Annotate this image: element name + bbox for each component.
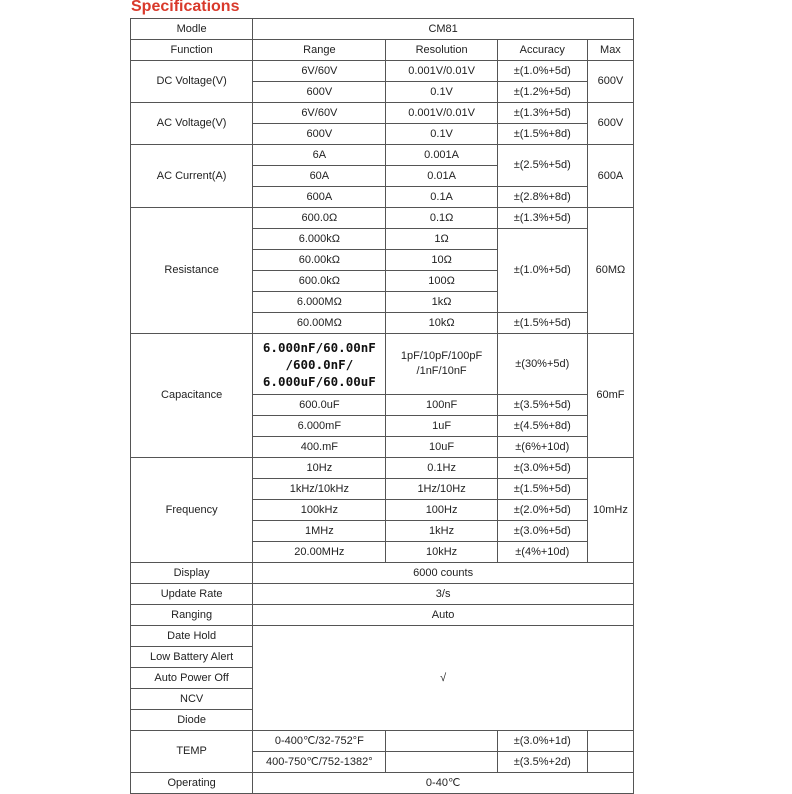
resolution-cell: 0.01A (386, 166, 497, 187)
resolution-cell: 0.001A (386, 145, 497, 166)
range-cell: 600.0uF (253, 395, 386, 416)
function-ac-voltage: AC Voltage(V) (131, 103, 253, 145)
max-cell: 60MΩ (587, 208, 633, 334)
resolution-cell (386, 731, 497, 752)
range-cell: 6.000mF (253, 416, 386, 437)
operating-label: Operating (131, 773, 253, 794)
accuracy-cell: ±(2.8%+8d) (497, 187, 587, 208)
resolution-cell (386, 752, 497, 773)
table-row (131, 334, 634, 395)
resolution-cell: 0.1V (386, 124, 497, 145)
resolution-cell: 10kΩ (386, 313, 497, 334)
range-cell: 600.0kΩ (253, 271, 386, 292)
table-row (131, 61, 634, 82)
accuracy-cell: ±(1.2%+5d) (497, 82, 587, 103)
feature-label: Auto Power Off (131, 668, 253, 689)
resolution-cell: 10uF (386, 437, 497, 458)
resolution-cell: 0.1Ω (386, 208, 497, 229)
resolution-cell: 0.1A (386, 187, 497, 208)
range-cell: 6.000kΩ (253, 229, 386, 250)
accuracy-cell: ±(3.0%+1d) (497, 731, 587, 752)
table-row (131, 40, 634, 61)
max-cell: 600V (587, 61, 633, 103)
feature-label: Low Battery Alert (131, 647, 253, 668)
max-cell: 600V (587, 103, 633, 145)
max-cell (587, 752, 633, 773)
accuracy-cell: ±(2.5%+5d) (497, 145, 587, 187)
resolution-cell: 1uF (386, 416, 497, 437)
accuracy-cell: ±(1.5%+5d) (497, 313, 587, 334)
feature-label: Diode (131, 710, 253, 731)
accuracy-cell: ±(1.5%+5d) (497, 479, 587, 500)
range-cell: 6V/60V (253, 103, 386, 124)
max-cell: 60mF (587, 334, 633, 458)
specifications-table (130, 18, 634, 794)
range-cell (253, 334, 386, 395)
column-header-max: Max (587, 40, 633, 61)
range-cell: 10Hz (253, 458, 386, 479)
resolution-cell: 0.1Hz (386, 458, 497, 479)
resolution-cell: 100Ω (386, 271, 497, 292)
table-row (131, 145, 634, 166)
range-cell: 60A (253, 166, 386, 187)
resolution-line: 1pF/10pF/100pF (400, 350, 483, 362)
resolution-cell: 10Ω (386, 250, 497, 271)
feature-label: NCV (131, 689, 253, 710)
function-ac-current: AC Current(A) (131, 145, 253, 208)
range-cell: 60.00kΩ (253, 250, 386, 271)
range-cell: 6A (253, 145, 386, 166)
resolution-cell: 1kΩ (386, 292, 497, 313)
display-label: Display (131, 563, 253, 584)
accuracy-cell: ±(4%+10d) (497, 542, 587, 563)
resolution-cell (386, 334, 497, 395)
range-cell: 600V (253, 82, 386, 103)
table-row (131, 19, 634, 40)
range-cell: 600V (253, 124, 386, 145)
table-row (131, 773, 634, 794)
range-cell: 600.0Ω (253, 208, 386, 229)
accuracy-cell: ±(30%+5d) (497, 334, 587, 395)
range-cell: 400-750℃/752-1382° (253, 752, 386, 773)
range-cell: 6.000MΩ (253, 292, 386, 313)
accuracy-cell: ±(3.0%+5d) (497, 521, 587, 542)
modle-label: Modle (131, 19, 253, 40)
column-header-accuracy: Accuracy (497, 40, 587, 61)
accuracy-cell: ±(3.0%+5d) (497, 458, 587, 479)
feature-label: Date Hold (131, 626, 253, 647)
accuracy-cell: ±(4.5%+8d) (497, 416, 587, 437)
table-row (131, 103, 634, 124)
ranging-value: Auto (253, 605, 634, 626)
page-title: Specifications (131, 0, 240, 15)
accuracy-cell: ±(3.5%+2d) (497, 752, 587, 773)
resolution-line: /1nF/10nF (416, 365, 467, 377)
function-frequency: Frequency (131, 458, 253, 563)
range-line: 6.000uF/60.00uF (262, 373, 376, 389)
feature-check-value: √ (253, 626, 634, 731)
resolution-cell: 1kHz (386, 521, 497, 542)
table-row (131, 731, 634, 752)
function-dc-voltage: DC Voltage(V) (131, 61, 253, 103)
column-header-resolution: Resolution (386, 40, 497, 61)
table-row (131, 563, 634, 584)
table-row (131, 626, 634, 647)
range-cell: 1MHz (253, 521, 386, 542)
range-cell: 60.00MΩ (253, 313, 386, 334)
display-value: 6000 counts (253, 563, 634, 584)
max-cell: 600A (587, 145, 633, 208)
function-temp: TEMP (131, 731, 253, 773)
range-cell: 100kHz (253, 500, 386, 521)
range-cell: 20.00MHz (253, 542, 386, 563)
accuracy-cell: ±(6%+10d) (497, 437, 587, 458)
column-header-function: Function (131, 40, 253, 61)
resolution-cell: 0.1V (386, 82, 497, 103)
max-cell: 10mHz (587, 458, 633, 563)
table-row (131, 605, 634, 626)
range-cell: 1kHz/10kHz (253, 479, 386, 500)
accuracy-cell: ±(2.0%+5d) (497, 500, 587, 521)
range-line: 6.000nF/60.00nF (262, 339, 376, 355)
column-header-range: Range (253, 40, 386, 61)
max-cell (587, 731, 633, 752)
accuracy-cell: ±(1.3%+5d) (497, 208, 587, 229)
resolution-cell: 10kHz (386, 542, 497, 563)
table-row (131, 458, 634, 479)
range-cell: 0-400℃/32-752°F (253, 731, 386, 752)
accuracy-cell: ±(1.5%+8d) (497, 124, 587, 145)
range-cell: 400.mF (253, 437, 386, 458)
resolution-cell: 0.001V/0.01V (386, 103, 497, 124)
accuracy-cell: ±(1.0%+5d) (497, 61, 587, 82)
resolution-cell: 1Ω (386, 229, 497, 250)
range-line: /600.0nF/ (285, 356, 354, 372)
resolution-cell: 100nF (386, 395, 497, 416)
operating-value: 0-40℃ (253, 773, 634, 794)
ranging-label: Ranging (131, 605, 253, 626)
range-cell: 6V/60V (253, 61, 386, 82)
range-cell: 600A (253, 187, 386, 208)
function-resistance: Resistance (131, 208, 253, 334)
accuracy-cell: ±(3.5%+5d) (497, 395, 587, 416)
update-rate-label: Update Rate (131, 584, 253, 605)
resolution-cell: 1Hz/10Hz (386, 479, 497, 500)
table-row (131, 584, 634, 605)
model-value: CM81 (253, 19, 634, 40)
accuracy-cell: ±(1.0%+5d) (497, 229, 587, 313)
resolution-cell: 100Hz (386, 500, 497, 521)
table-row (131, 208, 634, 229)
function-capacitance: Capacitance (131, 334, 253, 458)
update-rate-value: 3/s (253, 584, 634, 605)
resolution-cell: 0.001V/0.01V (386, 61, 497, 82)
accuracy-cell: ±(1.3%+5d) (497, 103, 587, 124)
